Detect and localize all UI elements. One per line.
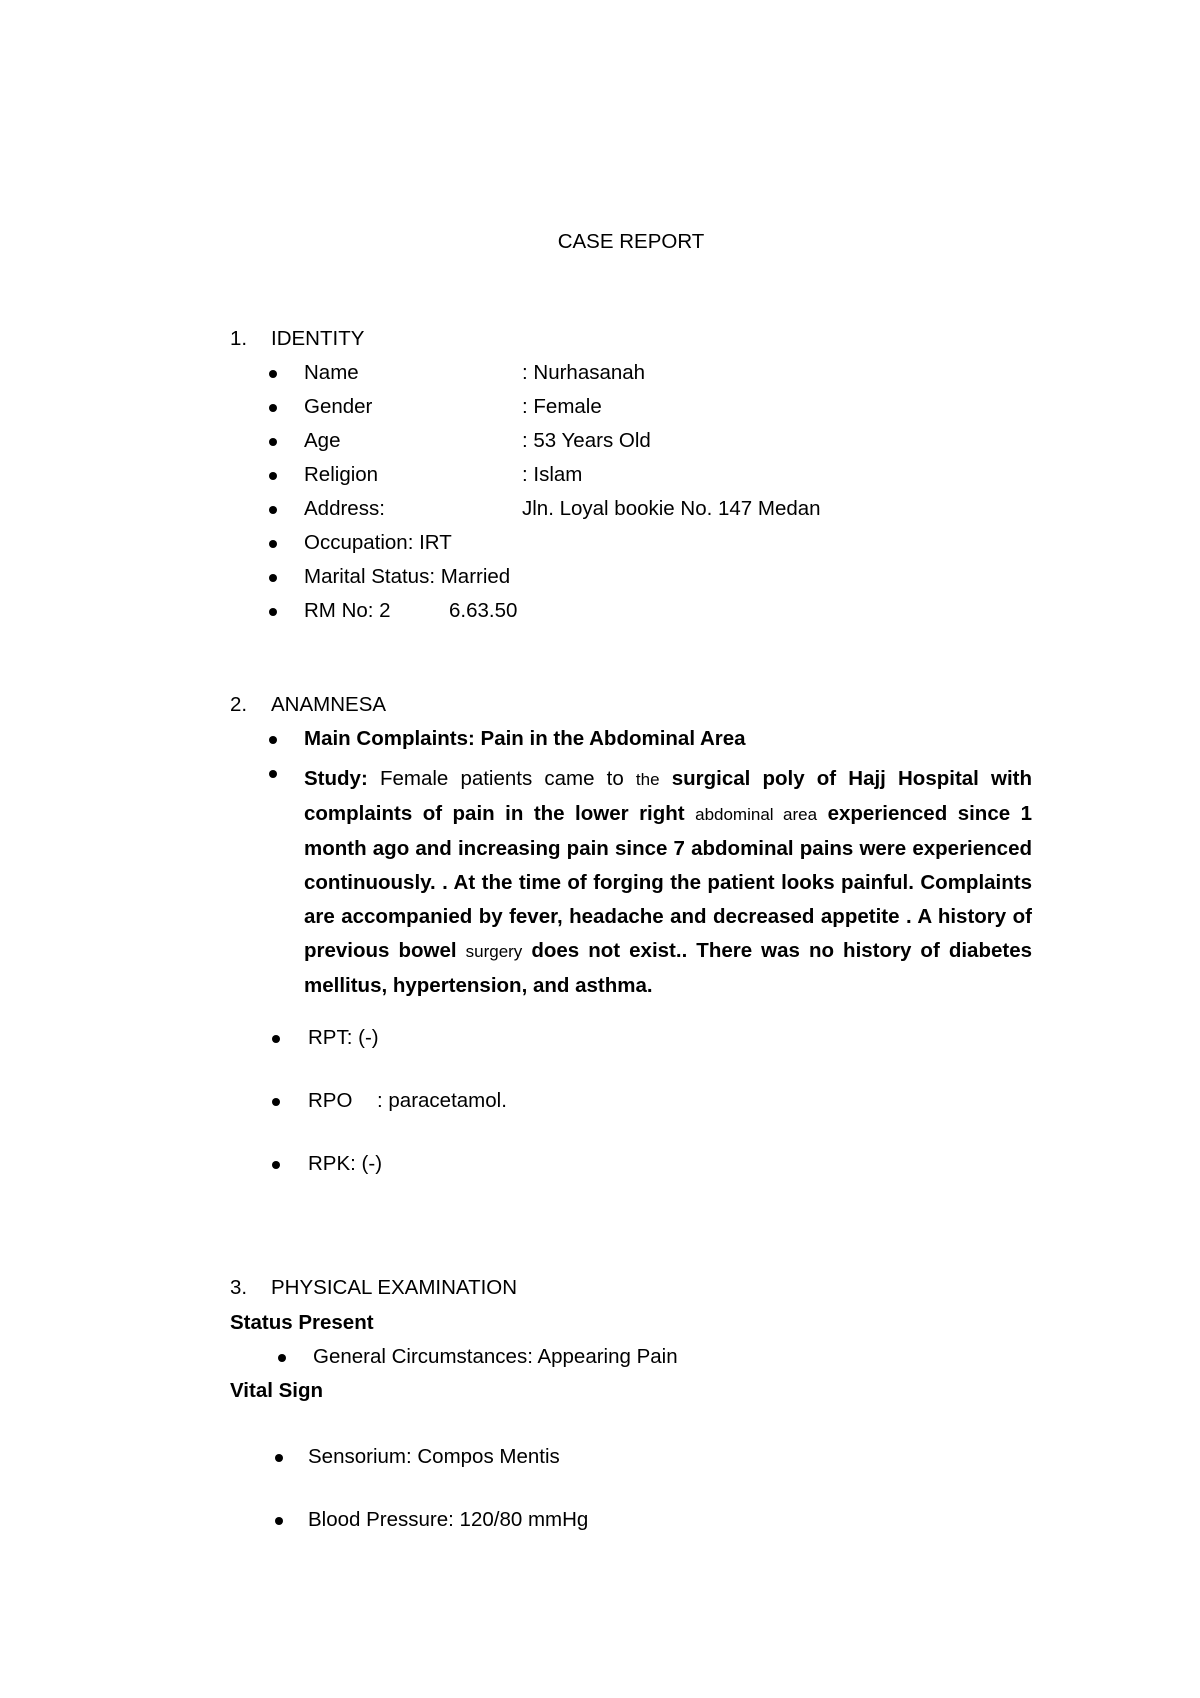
bullet-icon <box>275 1454 283 1462</box>
section-number: 3. <box>230 1276 248 1299</box>
bullet-icon <box>269 370 277 378</box>
bullet-icon <box>269 736 277 744</box>
rpt: RPT: (-) <box>308 1026 379 1049</box>
religion-label: Religion <box>304 463 379 486</box>
status-present-heading: Status Present <box>230 1311 374 1334</box>
bullet-icon <box>269 438 277 446</box>
marital-status: Marital Status: Married <box>304 565 511 588</box>
bullet-icon <box>272 1161 280 1169</box>
vital-sign-heading: Vital Sign <box>230 1379 324 1402</box>
occupation: Occupation: IRT <box>304 531 452 554</box>
name-value: : Nurhasanah <box>522 361 646 384</box>
section-heading-identity: IDENTITY <box>271 327 365 350</box>
study-label: Study: <box>304 767 368 790</box>
bullet-icon <box>269 404 277 412</box>
rpo-label: RPO <box>308 1089 353 1112</box>
address-value: Jln. Loyal bookie No. 147 Medan <box>522 497 821 520</box>
rm-number-value: 6.63.50 <box>449 599 518 622</box>
bullet-icon <box>272 1098 280 1106</box>
religion-value: : Islam <box>522 463 583 486</box>
bullet-icon <box>278 1354 286 1362</box>
bullet-icon <box>275 1517 283 1525</box>
bullet-icon <box>269 472 277 480</box>
bullet-icon <box>269 540 277 548</box>
main-complaints: Main Complaints: Pain in the Abdominal Area <box>304 727 746 750</box>
gender-value: : Female <box>522 395 602 418</box>
study-paragraph: Study: Female patients came to the surgical poly of Hajj Hospital with complaints of pain in the lower right abdominal area experienced since 1 month ago and increasing pain since 7 abdominal pains were experienced continuously. . At the time of forging the patient looks painful. Complaints are accompanied by fever, headache and decreased appetite . A history of previous bowel surgery does not exist.. There was no history of diabetes mellitus, hypertension, and asthma. <box>304 767 1033 997</box>
rm-number-label: RM No: 2 <box>304 599 391 622</box>
bullet-icon <box>269 770 277 778</box>
section-heading-physical-examination: PHYSICAL EXAMINATION <box>271 1276 518 1299</box>
bullet-icon <box>272 1035 280 1043</box>
blood-pressure: Blood Pressure: 120/80 mmHg <box>308 1508 589 1531</box>
gender-label: Gender <box>304 395 373 418</box>
general-circumstances: General Circumstances: Appearing Pain <box>313 1345 678 1368</box>
section-number: 1. <box>230 327 248 350</box>
bullet-icon <box>269 574 277 582</box>
page-title: CASE REPORT <box>557 230 705 253</box>
sensorium: Sensorium: Compos Mentis <box>308 1445 560 1468</box>
name-label: Name <box>304 361 359 384</box>
address-label: Address: <box>304 497 385 520</box>
age-value: : 53 Years Old <box>522 429 651 452</box>
section-heading-anamnesa: ANAMNESA <box>271 693 387 716</box>
rpo-value: : paracetamol. <box>377 1089 507 1112</box>
section-number: 2. <box>230 693 248 716</box>
bullet-icon <box>269 608 277 616</box>
bullet-icon <box>269 506 277 514</box>
age-label: Age <box>304 429 341 452</box>
rpk: RPK: (-) <box>308 1152 383 1175</box>
